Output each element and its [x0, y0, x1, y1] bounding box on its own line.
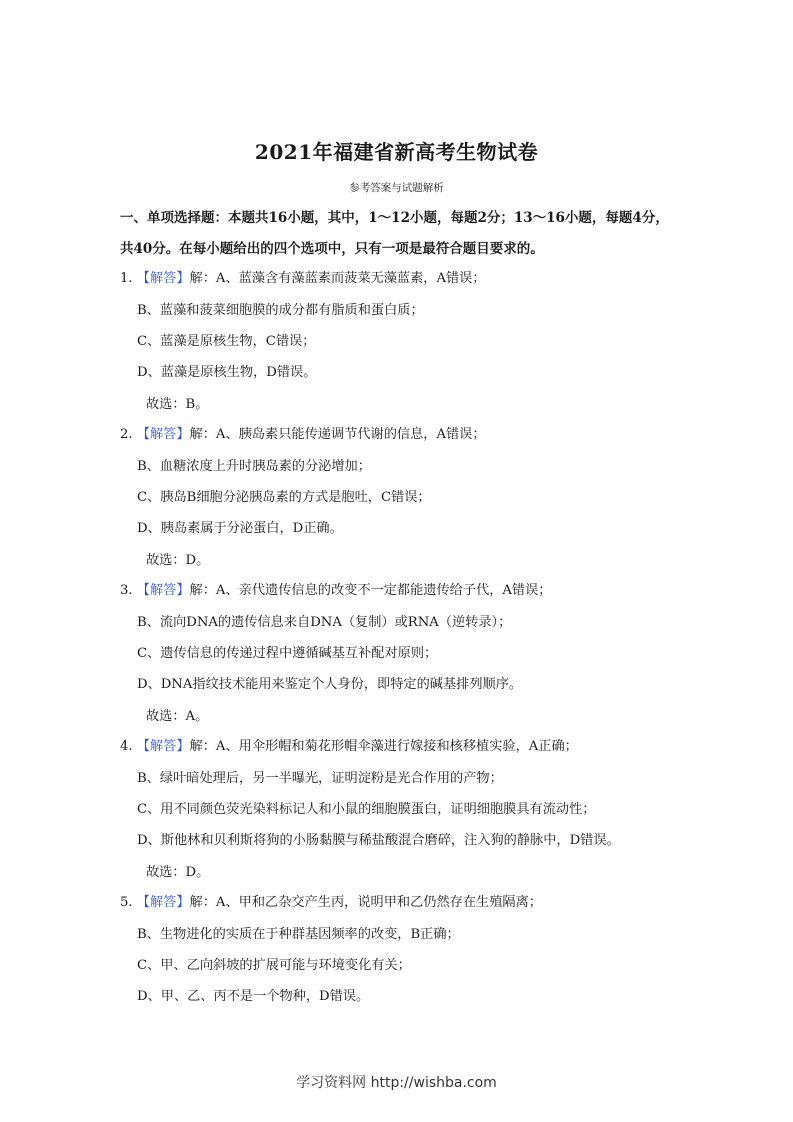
question-line — [120, 582, 551, 600]
answer-text: 解：A、甲和乙杂交产生丙，说明甲和乙仍然存在生殖隔离； — [189, 895, 542, 910]
question-line — [120, 738, 578, 756]
answer-line: D、DNA指纹技术能用来鉴定个人身份，即特定的碱基排列顺序。 — [137, 677, 523, 692]
question-number: 1. — [120, 271, 133, 286]
answer-line: C、胰岛B细胞分泌胰岛素的方式是胞吐，C错误； — [137, 490, 431, 505]
question-line — [120, 426, 486, 444]
answer-line: C、蓝藻是原核生物，C错误； — [137, 334, 316, 349]
answer-tag: 【解答】 — [136, 583, 190, 598]
answer-line: B、流向DNA的遗传信息来自DNA（复制）或RNA（逆转录）； — [137, 615, 512, 630]
watermark-footer: 学习资料网 http://wishba.com — [296, 1075, 497, 1091]
document-title: 2021年福建省新高考生物试卷 — [254, 140, 539, 164]
section-heading-line2: 共40分。在每小题给出的四个选项中，只有一项是最符合题目要求的。 — [120, 241, 544, 257]
answer-choice: 故选：D。 — [146, 553, 210, 568]
answer-text: 解：A、胰岛素只能传递调节代谢的信息，A错误； — [189, 427, 486, 442]
section-heading-line1: 一、单项选择题：本题共16小题，其中，1～12小题，每题2分；13～16小题，每题4分， — [120, 210, 669, 226]
answer-line: C、遗传信息的传递过程中遵循碱基互补配对原则； — [137, 646, 438, 661]
question-number: 3. — [120, 583, 133, 598]
question-line — [120, 894, 542, 912]
answer-line: D、斯他林和贝利斯将狗的小肠黏膜与稀盐酸混合磨碎，注入狗的静脉中，D错误。 — [137, 833, 620, 848]
answer-text: 解：A、蓝藻含有藻蓝素而菠菜无藻蓝素，A错误； — [189, 271, 486, 286]
answer-choice: 故选：D。 — [146, 865, 210, 880]
question-line — [120, 270, 486, 288]
answer-line: B、绿叶暗处理后，另一半曝光，证明淀粉是光合作用的产物； — [137, 771, 503, 786]
answer-line: C、甲、乙向斜坡的扩展可能与环境变化有关； — [137, 958, 411, 973]
question-number: 2. — [120, 427, 133, 442]
answer-line: B、血糖浓度上升时胰岛素的分泌增加； — [137, 459, 371, 474]
answer-line: D、蓝藻是原核生物，D错误。 — [137, 365, 317, 380]
document-subtitle: 参考答案与试题解析 — [349, 182, 444, 194]
answer-choice: 故选：A。 — [146, 709, 209, 724]
answer-line: B、蓝藻和菠菜细胞膜的成分都有脂质和蛋白质； — [137, 303, 424, 318]
question-number: 4. — [120, 739, 133, 754]
answer-tag: 【解答】 — [136, 895, 190, 910]
answer-line: D、胰岛素属于分泌蛋白，D正确。 — [137, 521, 343, 536]
answer-choice: 故选：B。 — [146, 397, 209, 412]
answer-line: D、甲、乙、丙不是一个物种，D错误。 — [137, 989, 370, 1004]
answer-text: 解：A、亲代遗传信息的改变不一定都能遗传给子代，A错误； — [189, 583, 552, 598]
answer-tag: 【解答】 — [136, 739, 190, 754]
answer-tag: 【解答】 — [136, 427, 190, 442]
answer-tag: 【解答】 — [136, 271, 190, 286]
answer-line: C、用不同颜色荧光染料标记人和小鼠的细胞膜蛋白，证明细胞膜具有流动性； — [137, 802, 596, 817]
answer-text: 解：A、用伞形帽和菊花形帽伞藻进行嫁接和核移植实验，A正确； — [189, 739, 578, 754]
question-number: 5. — [120, 895, 133, 910]
answer-line: B、生物进化的实质在于种群基因频率的改变，B正确； — [137, 927, 460, 942]
